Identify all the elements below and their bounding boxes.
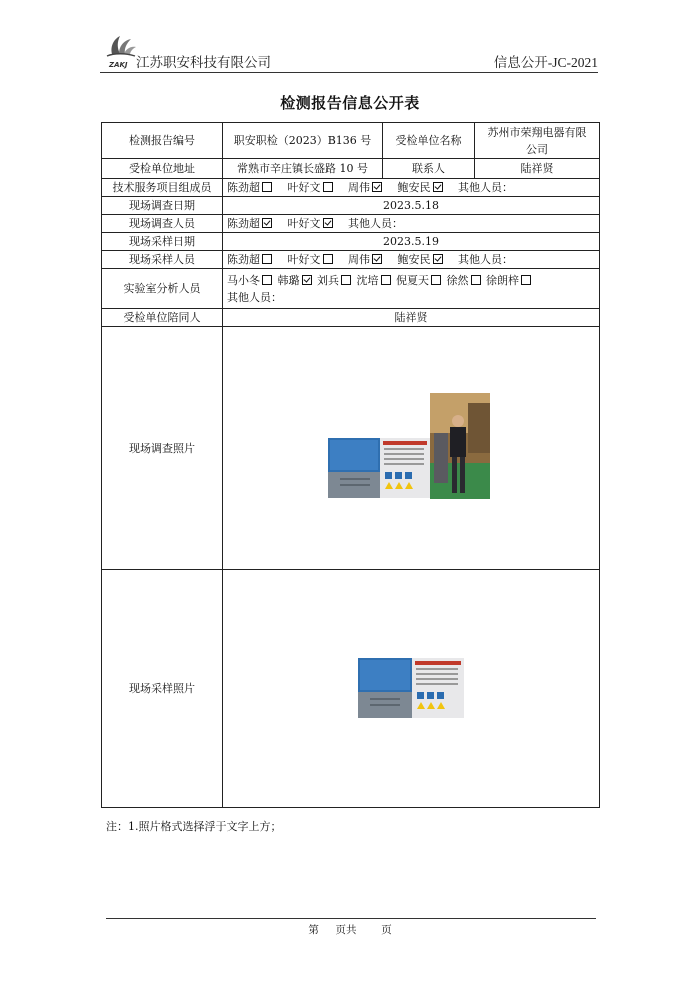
analyst-name: 沈培 [356,273,379,287]
surveyor-name: 陈劲超 [227,217,260,230]
contact-label: 联系人 [383,159,475,179]
table-row [102,251,600,269]
team-member-name: 陈劲超 [227,181,260,194]
checkbox[interactable] [372,182,382,192]
checkbox[interactable] [262,275,272,285]
lab-analysts [223,269,600,309]
report-no-label: 检测报告编号 [102,123,223,159]
surveyors [223,215,600,233]
page-header [100,30,598,73]
company-name: 江苏职安科技有限公司 [136,55,271,71]
table-row [102,309,600,327]
others-label: 其他人员： [458,253,513,266]
client-name-value [475,123,600,159]
checkbox[interactable] [262,254,272,264]
page-label-start: 第 [308,924,319,936]
company-logo [104,32,138,70]
client-name-line2: 公司 [526,142,548,156]
page-counter [0,922,700,937]
checkbox[interactable] [433,254,443,264]
report-no-value: 职安职检（2023）B136 号 [223,123,383,159]
sampler-name: 鲍安民 [397,253,431,266]
report-info-table [101,122,600,808]
lab-analysts-label: 实验室分析人员 [102,269,223,309]
others-label: 其他人员： [458,181,513,194]
analyst-name: 刘兵 [317,273,339,287]
page-title: 检测报告信息公开表 [280,94,420,112]
analyst-name: 徐朗梓 [486,273,519,287]
footer-divider [106,918,596,919]
table-row [102,159,600,179]
others-label: 其他人员： [227,290,282,304]
samplers-label: 现场采样人员 [102,251,223,269]
table-row [102,179,600,197]
team-member-name: 叶好文 [287,181,321,194]
address-value: 常熟市辛庄镇长盛路 10 号 [223,159,383,179]
checkbox[interactable] [341,275,351,285]
checkbox[interactable] [262,218,272,228]
survey-date-value: 2023.5.18 [223,197,600,215]
table-row [102,269,600,309]
escort-value: 陆祥贤 [223,309,600,327]
checkbox[interactable] [471,275,481,285]
client-name-label: 受检单位名称 [383,123,475,159]
samplers [223,251,600,269]
survey-photo-cell [223,327,600,570]
sampling-date-value: 2023.5.19 [223,233,600,251]
table-row [102,197,600,215]
sampling-photo-cell [223,570,600,808]
checkbox[interactable] [381,275,391,285]
sampling-photo-sign [358,658,464,718]
table-row [102,123,600,159]
footnote: 注：1.照片格式选择浮于文字上方； [106,820,282,833]
checkbox[interactable] [431,275,441,285]
sampler-name: 陈劲超 [227,253,260,266]
surveyor-name: 叶好文 [287,217,321,230]
team-member-name: 周伟 [348,181,370,194]
survey-photo-workshop [430,393,490,499]
sampler-name: 周伟 [348,253,370,266]
table-row [102,215,600,233]
checkbox[interactable] [372,254,382,264]
svg-text:ZAKJ: ZAKJ [109,61,128,69]
checkbox[interactable] [302,275,312,285]
survey-date-label: 现场调查日期 [102,197,223,215]
sampling-date-label: 现场采样日期 [102,233,223,251]
team-members [223,179,600,197]
checkbox[interactable] [323,182,333,192]
client-name-line1: 苏州市荣翔电器有限 [487,125,587,139]
team-member-name: 鲍安民 [397,181,431,194]
analyst-name: 马小冬 [227,273,260,287]
address-label: 受检单位地址 [102,159,223,179]
checkbox[interactable] [433,182,443,192]
page-label-end: 页 [381,924,392,936]
checkbox[interactable] [521,275,531,285]
analyst-name: 韩璐 [277,273,300,287]
checkbox[interactable] [262,182,272,192]
page-label-middle: 页共 [335,924,357,936]
analyst-name: 倪夏天 [396,273,429,287]
survey-photo-label: 现场调查照片 [102,327,223,570]
survey-photo-sign [328,438,430,498]
contact-value: 陆祥贤 [475,159,600,179]
analyst-name: 徐然 [446,273,469,287]
others-label: 其他人员： [348,217,403,230]
surveyors-label: 现场调查人员 [102,215,223,233]
table-row [102,327,600,570]
document-number: 信息公开-JC-2021 [493,55,598,70]
escort-label: 受检单位陪同人 [102,309,223,327]
table-row [102,233,600,251]
checkbox[interactable] [323,254,333,264]
checkbox[interactable] [323,218,333,228]
sampler-name: 叶好文 [287,253,321,266]
sampling-photo-label: 现场采样照片 [102,570,223,808]
table-row [102,570,600,808]
team-label: 技术服务项目组成员 [102,179,223,197]
